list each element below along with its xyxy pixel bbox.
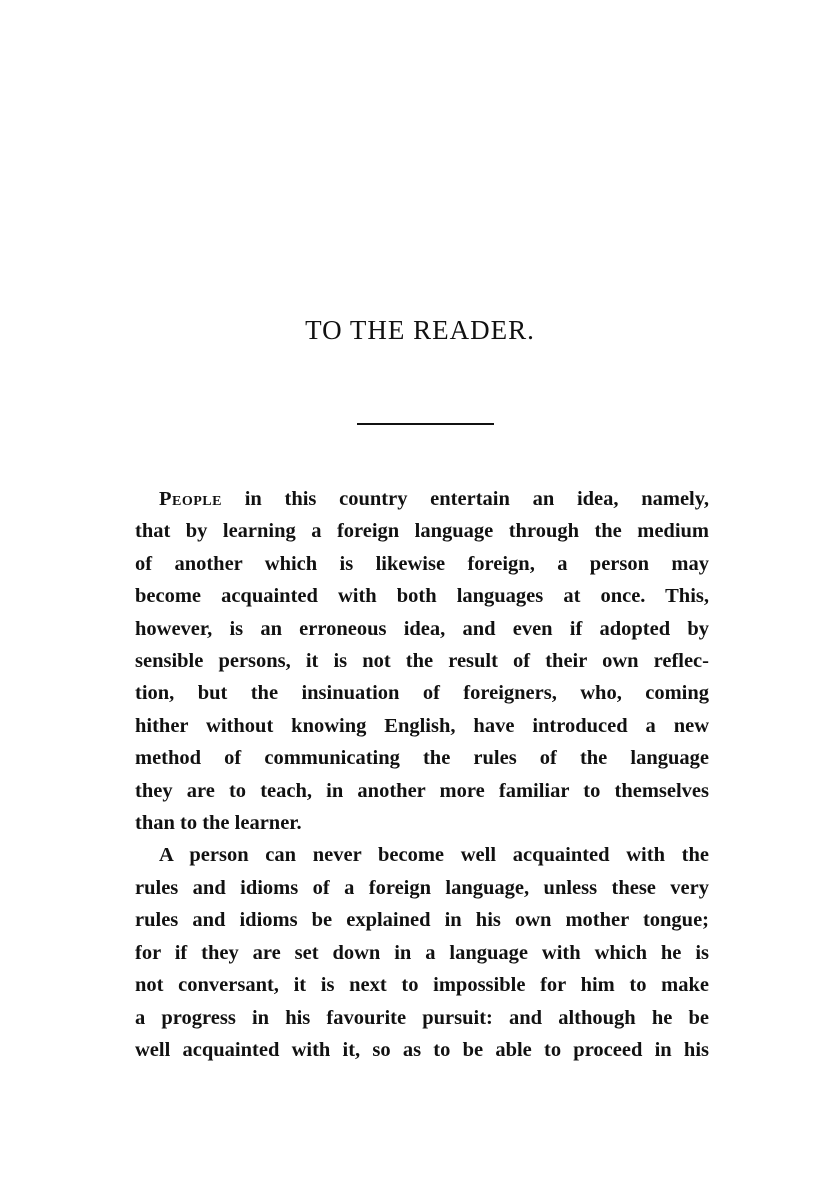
text-line: tion, but the insinuation of foreigners, who, coming — [135, 682, 709, 705]
text-line: they are to teach, in another more familiar to themselves — [135, 779, 709, 802]
text-line: well acquainted with it, so as to be able to proceed in his — [135, 1038, 709, 1061]
text-line: rules and idioms be explained in his own mother tongue; — [135, 909, 709, 932]
text-line: of another which is likewise foreign, a person may — [135, 552, 709, 575]
text-line — [135, 483, 709, 515]
text-line: not conversant, it is next to impossible for him to make — [135, 974, 709, 997]
title-rule — [357, 423, 494, 425]
text-line: sensible persons, it is not the result of their own reflec- — [135, 650, 709, 673]
body-text — [135, 483, 709, 1066]
text-line: rules and idioms of a foreign language, unless these very — [135, 876, 709, 899]
drop-word: People — [159, 488, 222, 510]
text-line: method of communicating the rules of the language — [135, 747, 709, 770]
text-line: for if they are set down in a language with which he is — [135, 941, 709, 964]
text-line-content: in this country entertain an idea, namely, — [244, 488, 709, 510]
text-line: hither without knowing English, have introduced a new — [135, 714, 709, 737]
text-line: A person can never become well acquainted with the — [159, 844, 709, 867]
text-line: become acquainted with both languages at once. This, — [135, 585, 709, 608]
text-line: than to the learner. — [135, 812, 302, 835]
text-line: that by learning a foreign language through the medium — [135, 520, 709, 543]
page-title: TO THE READER. — [305, 315, 535, 345]
text-line: a progress in his favourite pursuit: and although he be — [135, 1006, 709, 1029]
text-line: however, is an erroneous idea, and even if adopted by — [135, 617, 709, 640]
